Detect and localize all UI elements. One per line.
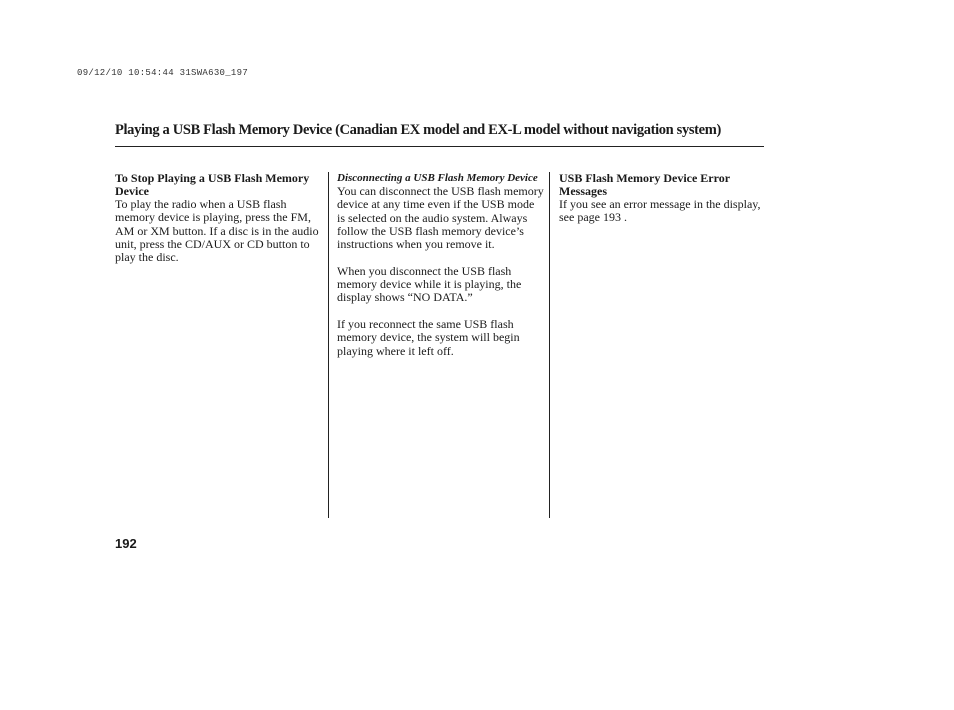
column-disconnecting	[337, 172, 545, 358]
print-timestamp: 09/12/10 10:54:44 31SWA630_197	[77, 68, 249, 78]
column-error-messages	[559, 172, 765, 225]
column-stop-playing	[115, 172, 321, 264]
paragraph: When you disconnect the USB flash memory device while it is playing, the display shows “NO DATA.”	[337, 263, 522, 305]
paragraph: To play the radio when a USB flash memory device is playing, press the FM, AM or XM button. If a disc is in the audio unit, press the CD/AUX or CD button to play the disc.	[115, 197, 319, 265]
section-heading-error-messages: USB Flash Memory Device Error Messages	[559, 171, 730, 198]
paragraph-page-reference: If you see an error message in the display, see page 193 .	[559, 197, 761, 225]
section-heading-disconnecting: Disconnecting a USB Flash Memory Device	[337, 172, 538, 184]
column-divider-2	[549, 172, 550, 518]
title-rule	[115, 146, 764, 147]
section-heading-stop-playing: To Stop Playing a USB Flash Memory Device	[115, 171, 310, 198]
column-divider-1	[328, 172, 329, 518]
paragraph: You can disconnect the USB flash memory device at any time even if the USB mode is selected on the audio system. Always follow the USB flash memory device’s instructions when you remove it.	[337, 184, 544, 252]
page-title: Playing a USB Flash Memory Device (Canadian EX model and EX-L model without navigation system)	[115, 122, 721, 138]
paragraph: If you reconnect the same USB flash memory device, the system will begin playing where it left off.	[337, 316, 520, 358]
page-number: 192	[115, 536, 137, 551]
